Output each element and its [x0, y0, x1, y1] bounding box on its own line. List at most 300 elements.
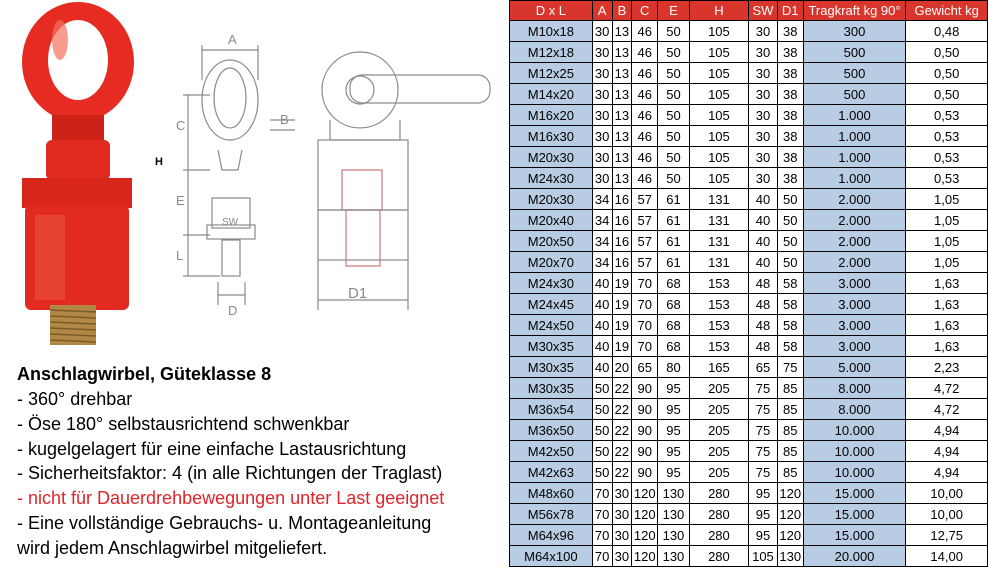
warning-line: - nicht für Dauerdrehbewegungen unter Last geeignet	[17, 488, 445, 509]
table-row	[510, 315, 988, 336]
table-row	[510, 252, 988, 273]
cell-c: 90	[632, 462, 658, 483]
spec-table	[509, 0, 988, 567]
cell-b: 13	[612, 42, 632, 63]
cell-sw: 65	[749, 357, 778, 378]
header-b: B	[612, 1, 632, 21]
cell-b: 19	[612, 273, 632, 294]
cell-b: 20	[612, 357, 632, 378]
cell-h: 105	[689, 126, 748, 147]
cell-b: 13	[612, 168, 632, 189]
cell-gewicht: 1,05	[906, 231, 988, 252]
cell-dxl: M20x30	[510, 147, 593, 168]
table-row	[510, 483, 988, 504]
cell-dxl: M24x30	[510, 273, 593, 294]
cell-h: 153	[689, 273, 748, 294]
cell-sw: 40	[749, 210, 778, 231]
cell-e: 68	[658, 294, 690, 315]
cell-tragkraft: 1.000	[803, 168, 906, 189]
header-sw: SW	[749, 1, 778, 21]
cell-gewicht: 1,63	[906, 294, 988, 315]
header-d1: D1	[777, 1, 803, 21]
table-row	[510, 462, 988, 483]
table-row	[510, 441, 988, 462]
cell-h: 131	[689, 210, 748, 231]
cell-c: 70	[632, 315, 658, 336]
cell-d1: 85	[777, 378, 803, 399]
cell-gewicht: 0,53	[906, 168, 988, 189]
cell-d1: 58	[777, 273, 803, 294]
cell-sw: 30	[749, 21, 778, 42]
svg-text:D: D	[228, 303, 238, 318]
cell-d1: 38	[777, 42, 803, 63]
cell-dxl: M24x50	[510, 315, 593, 336]
cell-c: 57	[632, 252, 658, 273]
cell-tragkraft: 2.000	[803, 210, 906, 231]
cell-d1: 85	[777, 462, 803, 483]
cell-sw: 95	[749, 483, 778, 504]
table-row	[510, 84, 988, 105]
cell-d1: 38	[777, 84, 803, 105]
header-dxl: D x L	[510, 1, 593, 21]
cell-d1: 38	[777, 63, 803, 84]
cell-a: 30	[592, 147, 612, 168]
cell-e: 61	[658, 210, 690, 231]
table-row	[510, 546, 988, 567]
cell-c: 46	[632, 63, 658, 84]
cell-h: 153	[689, 315, 748, 336]
cell-gewicht: 10,00	[906, 504, 988, 525]
cell-tragkraft: 2.000	[803, 252, 906, 273]
cell-e: 68	[658, 336, 690, 357]
cell-gewicht: 4,94	[906, 462, 988, 483]
header-c: C	[632, 1, 658, 21]
cell-h: 205	[689, 378, 748, 399]
cell-c: 120	[632, 546, 658, 567]
cell-c: 70	[632, 273, 658, 294]
cell-d1: 38	[777, 147, 803, 168]
cell-b: 16	[612, 189, 632, 210]
cell-a: 34	[592, 189, 612, 210]
cell-c: 57	[632, 210, 658, 231]
cell-sw: 30	[749, 168, 778, 189]
cell-gewicht: 2,23	[906, 357, 988, 378]
cell-dxl: M30x35	[510, 357, 593, 378]
cell-c: 120	[632, 525, 658, 546]
product-title: Anschlagwirbel, Güteklasse 8	[17, 364, 272, 384]
cell-tragkraft: 300	[803, 21, 906, 42]
header-h: H	[689, 1, 748, 21]
cell-dxl: M24x45	[510, 294, 593, 315]
svg-text:SW: SW	[222, 217, 239, 228]
cell-a: 40	[592, 357, 612, 378]
cell-e: 130	[658, 483, 690, 504]
cell-gewicht: 4,72	[906, 378, 988, 399]
cell-sw: 75	[749, 441, 778, 462]
cell-e: 50	[658, 147, 690, 168]
cell-dxl: M20x40	[510, 210, 593, 231]
cell-gewicht: 1,05	[906, 189, 988, 210]
cell-d1: 50	[777, 210, 803, 231]
cell-tragkraft: 1.000	[803, 105, 906, 126]
feature-line: - Sicherheitsfaktor: 4 (in alle Richtungen der Traglast)	[17, 463, 443, 484]
cell-gewicht: 4,72	[906, 399, 988, 420]
cell-tragkraft: 10.000	[803, 420, 906, 441]
feature-line: - Eine vollständige Gebrauchs- u. Montageanleitung	[17, 512, 432, 533]
cell-tragkraft: 3.000	[803, 336, 906, 357]
svg-text:A: A	[228, 32, 237, 47]
cell-sw: 30	[749, 105, 778, 126]
cell-c: 46	[632, 42, 658, 63]
cell-gewicht: 0,53	[906, 105, 988, 126]
cell-b: 13	[612, 21, 632, 42]
cell-d1: 38	[777, 105, 803, 126]
feature-line: - 360° drehbar	[17, 389, 133, 409]
header-a: A	[592, 1, 612, 21]
cell-gewicht: 12,75	[906, 525, 988, 546]
cell-h: 105	[689, 105, 748, 126]
cell-tragkraft: 3.000	[803, 273, 906, 294]
cell-gewicht: 0,48	[906, 21, 988, 42]
cell-d1: 50	[777, 231, 803, 252]
svg-text:C: C	[176, 118, 186, 133]
svg-text:E: E	[176, 193, 185, 208]
cell-sw: 48	[749, 336, 778, 357]
cell-dxl: M36x54	[510, 399, 593, 420]
cell-a: 50	[592, 441, 612, 462]
cell-dxl: M64x96	[510, 525, 593, 546]
cell-b: 22	[612, 399, 632, 420]
table-header-row	[510, 1, 988, 21]
cell-h: 105	[689, 42, 748, 63]
table-row	[510, 189, 988, 210]
cell-d1: 38	[777, 126, 803, 147]
cell-d1: 120	[777, 525, 803, 546]
cell-dxl: M36x50	[510, 420, 593, 441]
table-row	[510, 63, 988, 84]
cell-b: 13	[612, 84, 632, 105]
cell-b: 13	[612, 126, 632, 147]
cell-b: 16	[612, 231, 632, 252]
cell-h: 153	[689, 294, 748, 315]
cell-e: 95	[658, 462, 690, 483]
cell-b: 16	[612, 252, 632, 273]
header-gewicht: Gewicht kg	[906, 1, 988, 21]
cell-c: 120	[632, 483, 658, 504]
cell-a: 40	[592, 273, 612, 294]
cell-sw: 75	[749, 378, 778, 399]
cell-tragkraft: 500	[803, 84, 906, 105]
h-dimension-label: H	[155, 156, 163, 168]
feature-line: wird jedem Anschlagwirbel mitgeliefert.	[17, 537, 328, 558]
svg-text:D1: D1	[348, 285, 368, 302]
cell-d1: 85	[777, 441, 803, 462]
cell-c: 65	[632, 357, 658, 378]
cell-dxl: M16x20	[510, 105, 593, 126]
cell-e: 50	[658, 126, 690, 147]
technical-drawing	[150, 20, 500, 330]
cell-b: 30	[612, 546, 632, 567]
cell-a: 30	[592, 21, 612, 42]
cell-sw: 75	[749, 462, 778, 483]
cell-e: 61	[658, 252, 690, 273]
cell-sw: 48	[749, 294, 778, 315]
cell-a: 40	[592, 294, 612, 315]
cell-e: 50	[658, 21, 690, 42]
cell-gewicht: 0,50	[906, 84, 988, 105]
cell-tragkraft: 1.000	[803, 126, 906, 147]
cell-h: 105	[689, 168, 748, 189]
cell-a: 40	[592, 336, 612, 357]
cell-b: 19	[612, 294, 632, 315]
cell-sw: 48	[749, 315, 778, 336]
cell-sw: 30	[749, 126, 778, 147]
cell-e: 130	[658, 546, 690, 567]
cell-a: 30	[592, 63, 612, 84]
cell-e: 130	[658, 504, 690, 525]
table-row	[510, 399, 988, 420]
cell-dxl: M42x63	[510, 462, 593, 483]
cell-tragkraft: 3.000	[803, 294, 906, 315]
cell-gewicht: 4,94	[906, 441, 988, 462]
cell-dxl: M16x30	[510, 126, 593, 147]
cell-dxl: M10x18	[510, 21, 593, 42]
table-row	[510, 525, 988, 546]
cell-dxl: M48x60	[510, 483, 593, 504]
cell-sw: 95	[749, 504, 778, 525]
cell-b: 22	[612, 462, 632, 483]
cell-dxl: M24x30	[510, 168, 593, 189]
table-row	[510, 420, 988, 441]
feature-line: - kugelgelagert für eine einfache Lastausrichtung	[17, 438, 407, 459]
cell-a: 70	[592, 546, 612, 567]
cell-d1: 120	[777, 504, 803, 525]
cell-h: 205	[689, 441, 748, 462]
table-row	[510, 357, 988, 378]
cell-c: 90	[632, 420, 658, 441]
cell-c: 57	[632, 231, 658, 252]
feature-line: - Öse 180° selbstausrichtend schwenkbar	[17, 413, 350, 434]
cell-c: 90	[632, 378, 658, 399]
cell-h: 280	[689, 525, 748, 546]
cell-tragkraft: 5.000	[803, 357, 906, 378]
table-row	[510, 147, 988, 168]
cell-h: 205	[689, 462, 748, 483]
cell-b: 13	[612, 147, 632, 168]
cell-gewicht: 0,50	[906, 63, 988, 84]
cell-a: 30	[592, 84, 612, 105]
cell-c: 46	[632, 105, 658, 126]
cell-b: 30	[612, 525, 632, 546]
cell-c: 57	[632, 189, 658, 210]
cell-a: 50	[592, 462, 612, 483]
cell-e: 50	[658, 105, 690, 126]
cell-dxl: M20x50	[510, 231, 593, 252]
cell-tragkraft: 8.000	[803, 399, 906, 420]
table-row	[510, 105, 988, 126]
cell-sw: 40	[749, 189, 778, 210]
header-e: E	[658, 1, 690, 21]
cell-h: 165	[689, 357, 748, 378]
cell-b: 19	[612, 336, 632, 357]
cell-c: 120	[632, 504, 658, 525]
cell-b: 13	[612, 63, 632, 84]
cell-a: 70	[592, 525, 612, 546]
cell-sw: 95	[749, 525, 778, 546]
cell-tragkraft: 10.000	[803, 462, 906, 483]
cell-a: 30	[592, 168, 612, 189]
cell-d1: 50	[777, 189, 803, 210]
cell-b: 22	[612, 378, 632, 399]
cell-e: 80	[658, 357, 690, 378]
table-row	[510, 126, 988, 147]
cell-a: 34	[592, 210, 612, 231]
cell-dxl: M14x20	[510, 84, 593, 105]
table-row	[510, 21, 988, 42]
cell-a: 30	[592, 126, 612, 147]
cell-h: 280	[689, 546, 748, 567]
cell-sw: 40	[749, 252, 778, 273]
cell-tragkraft: 15.000	[803, 483, 906, 504]
cell-gewicht: 0,53	[906, 126, 988, 147]
cell-d1: 75	[777, 357, 803, 378]
cell-d1: 58	[777, 315, 803, 336]
cell-d1: 130	[777, 546, 803, 567]
cell-tragkraft: 500	[803, 63, 906, 84]
cell-h: 205	[689, 399, 748, 420]
cell-gewicht: 10,00	[906, 483, 988, 504]
cell-gewicht: 1,63	[906, 315, 988, 336]
cell-h: 105	[689, 63, 748, 84]
cell-e: 50	[658, 84, 690, 105]
cell-d1: 50	[777, 252, 803, 273]
cell-d1: 120	[777, 483, 803, 504]
cell-a: 34	[592, 231, 612, 252]
cell-a: 70	[592, 504, 612, 525]
product-description	[17, 362, 497, 561]
cell-tragkraft: 15.000	[803, 504, 906, 525]
cell-gewicht: 0,53	[906, 147, 988, 168]
cell-c: 70	[632, 336, 658, 357]
cell-sw: 30	[749, 42, 778, 63]
cell-h: 131	[689, 189, 748, 210]
cell-tragkraft: 8.000	[803, 378, 906, 399]
cell-c: 46	[632, 21, 658, 42]
cell-d1: 58	[777, 294, 803, 315]
table-row	[510, 336, 988, 357]
cell-d1: 38	[777, 21, 803, 42]
cell-h: 105	[689, 147, 748, 168]
cell-b: 13	[612, 105, 632, 126]
cell-e: 95	[658, 378, 690, 399]
cell-d1: 85	[777, 420, 803, 441]
cell-e: 50	[658, 63, 690, 84]
cell-dxl: M20x30	[510, 189, 593, 210]
cell-dxl: M12x25	[510, 63, 593, 84]
cell-a: 50	[592, 399, 612, 420]
cell-e: 68	[658, 273, 690, 294]
cell-b: 22	[612, 420, 632, 441]
cell-tragkraft: 3.000	[803, 315, 906, 336]
cell-e: 61	[658, 231, 690, 252]
cell-a: 30	[592, 42, 612, 63]
cell-e: 61	[658, 189, 690, 210]
cell-sw: 75	[749, 399, 778, 420]
cell-sw: 30	[749, 147, 778, 168]
cell-sw: 40	[749, 231, 778, 252]
cell-gewicht: 0,50	[906, 42, 988, 63]
cell-h: 280	[689, 504, 748, 525]
cell-h: 280	[689, 483, 748, 504]
cell-h: 153	[689, 336, 748, 357]
cell-a: 40	[592, 315, 612, 336]
cell-h: 131	[689, 231, 748, 252]
table-row	[510, 273, 988, 294]
cell-c: 90	[632, 399, 658, 420]
cell-dxl: M30x35	[510, 336, 593, 357]
cell-e: 50	[658, 42, 690, 63]
cell-d1: 38	[777, 168, 803, 189]
cell-tragkraft: 10.000	[803, 441, 906, 462]
product-photo	[0, 0, 140, 350]
svg-text:B: B	[280, 112, 289, 127]
cell-c: 90	[632, 441, 658, 462]
cell-e: 95	[658, 420, 690, 441]
cell-b: 19	[612, 315, 632, 336]
cell-sw: 75	[749, 420, 778, 441]
cell-gewicht: 1,63	[906, 273, 988, 294]
cell-tragkraft: 1.000	[803, 147, 906, 168]
cell-gewicht: 1,63	[906, 336, 988, 357]
cell-tragkraft: 500	[803, 42, 906, 63]
cell-b: 22	[612, 441, 632, 462]
table-row	[510, 378, 988, 399]
cell-d1: 58	[777, 336, 803, 357]
cell-h: 131	[689, 252, 748, 273]
cell-c: 46	[632, 84, 658, 105]
cell-gewicht: 1,05	[906, 210, 988, 231]
cell-e: 95	[658, 441, 690, 462]
cell-b: 30	[612, 483, 632, 504]
cell-sw: 105	[749, 546, 778, 567]
svg-text:L: L	[176, 248, 184, 263]
cell-dxl: M12x18	[510, 42, 593, 63]
cell-a: 50	[592, 378, 612, 399]
cell-h: 105	[689, 84, 748, 105]
table-row	[510, 210, 988, 231]
cell-b: 30	[612, 504, 632, 525]
cell-h: 105	[689, 21, 748, 42]
cell-sw: 30	[749, 84, 778, 105]
header-tragkraft: Tragkraft kg 90°	[803, 1, 906, 21]
cell-a: 30	[592, 105, 612, 126]
cell-gewicht: 4,94	[906, 420, 988, 441]
table-row	[510, 294, 988, 315]
cell-tragkraft: 20.000	[803, 546, 906, 567]
cell-c: 46	[632, 147, 658, 168]
cell-d1: 85	[777, 399, 803, 420]
cell-gewicht: 1,05	[906, 252, 988, 273]
cell-e: 50	[658, 168, 690, 189]
table-row	[510, 504, 988, 525]
table-row	[510, 168, 988, 189]
cell-e: 130	[658, 525, 690, 546]
cell-dxl: M42x50	[510, 441, 593, 462]
cell-c: 46	[632, 126, 658, 147]
cell-dxl: M30x35	[510, 378, 593, 399]
cell-sw: 30	[749, 63, 778, 84]
cell-c: 70	[632, 294, 658, 315]
